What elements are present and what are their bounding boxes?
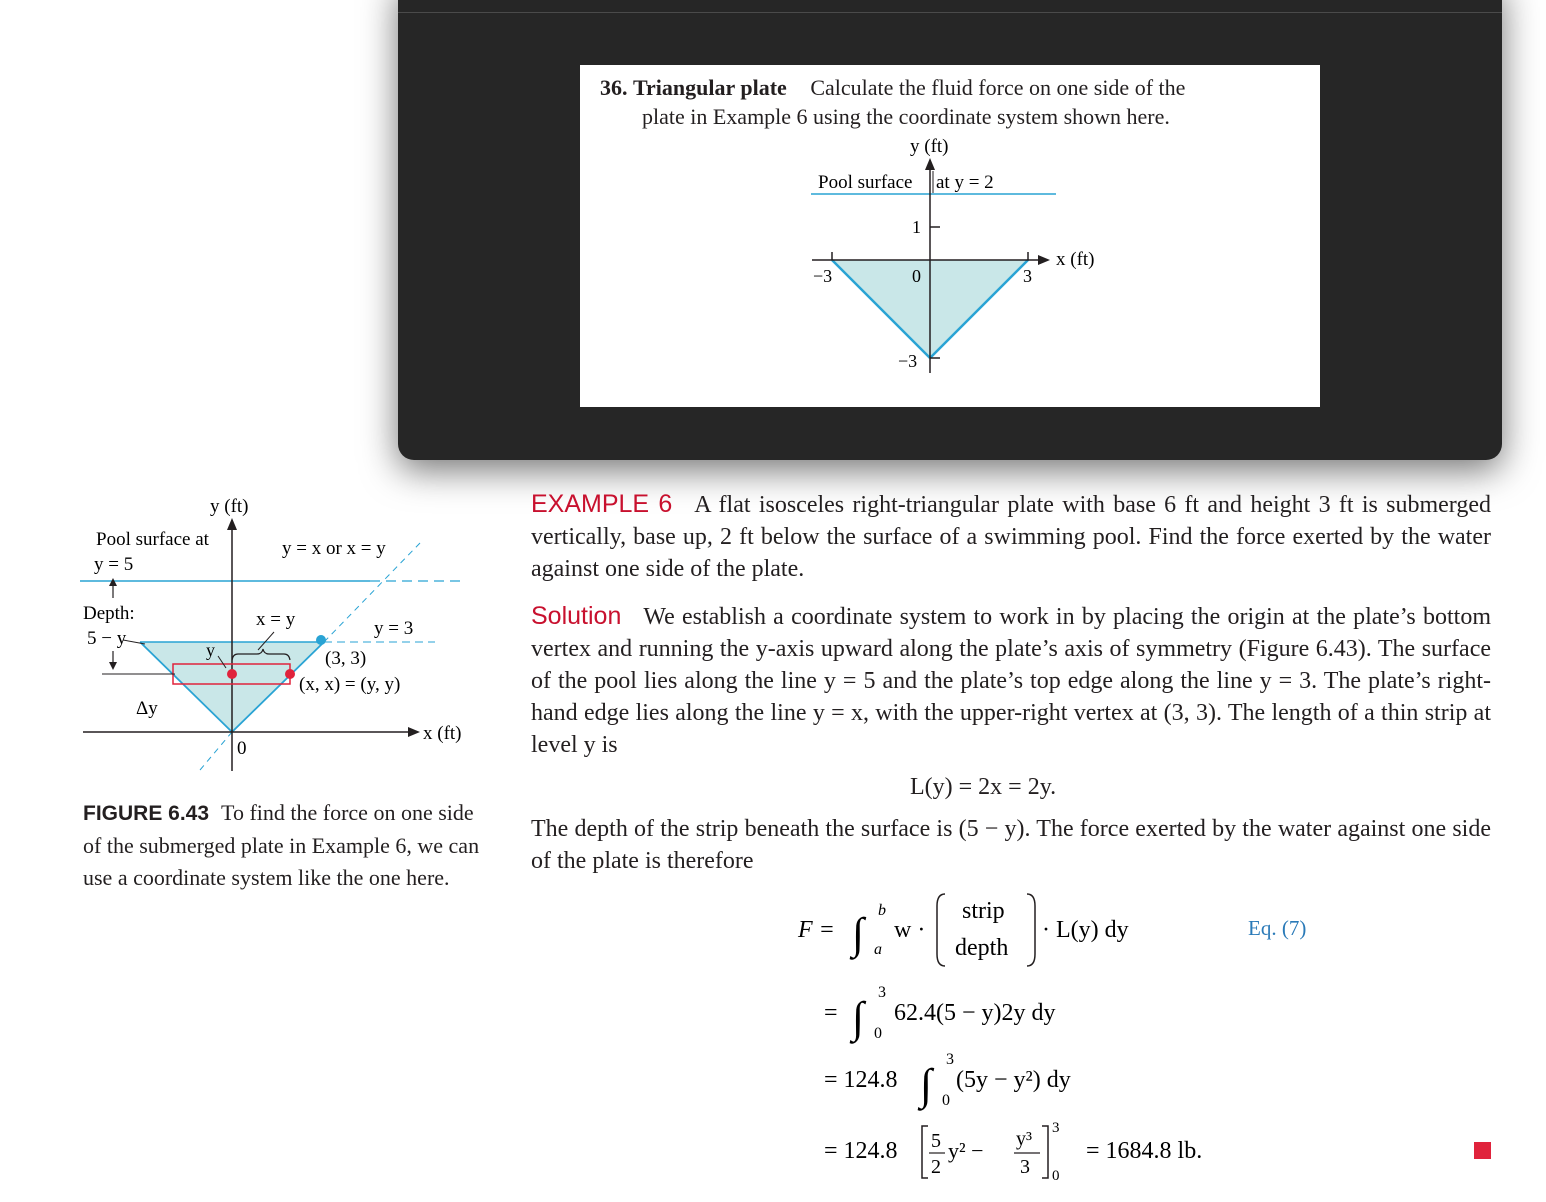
origin-label: 0	[237, 738, 247, 759]
eq1-tail: · L(y) dy	[1042, 917, 1129, 943]
diagonal-dashed-lower	[200, 732, 232, 770]
eq1-integral-sign: ∫	[852, 909, 865, 958]
depth-paragraph: The depth of the strip beneath the surface is (5 − y). The force exerted by the water against one side of the plate is therefore	[531, 816, 1491, 874]
figure-caption-text: To find the force on one side of the submerged plate in Example 6, we can use a coordinate system like the one here.	[83, 800, 480, 890]
eq4-frac2-denominator: 3	[1020, 1156, 1030, 1178]
exercise-surface-label-right: at y = 2	[936, 172, 994, 193]
solution-label: Solution	[531, 602, 622, 630]
exercise-line-2: plate in Example 6 using the coordinate system shown here.	[642, 104, 1170, 129]
force-equations	[790, 890, 1430, 1200]
depth-expression: 5 − y	[87, 628, 127, 649]
surface-label-line1: Pool surface at	[96, 529, 209, 550]
eq1-lower-limit: a	[874, 941, 882, 958]
y3-label: y = 3	[374, 618, 414, 639]
x-axis-arrow	[408, 727, 420, 737]
eq3-lower-limit: 0	[942, 1092, 950, 1109]
eq2-equals: =	[824, 1000, 838, 1026]
length-equation: L(y) = 2x = 2y.	[910, 774, 1057, 800]
solution-paragraph	[531, 600, 1491, 761]
eq4-y-cubed: y³	[1016, 1128, 1032, 1150]
xy-label: x = y	[256, 609, 296, 630]
eq1-w: w ·	[894, 917, 926, 943]
vertex-label: (3, 3)	[325, 648, 367, 669]
eq2-body: 62.4(5 − y)2y dy	[894, 1000, 1056, 1026]
equation-reference: Eq. (7)	[1248, 916, 1307, 940]
strip-right-point	[285, 669, 295, 679]
figure-caption-label: FIGURE 6.43	[83, 802, 210, 825]
eq1-left-paren	[937, 894, 945, 966]
eq4-lower-limit: 0	[1052, 1168, 1060, 1184]
eq1-lhs: F =	[798, 917, 835, 943]
exercise-surface-label-left: Pool surface	[818, 172, 913, 193]
exercise-tick-1-label: 1	[912, 217, 921, 237]
eq1-strip: strip	[962, 898, 1005, 924]
eq4-frac-numerator: 5	[931, 1130, 941, 1152]
exercise-y-axis-label: y (ft)	[910, 136, 949, 157]
eq4-y-squared: y² −	[948, 1138, 984, 1163]
delta-y-label: Δy	[136, 698, 158, 719]
eq1-depth: depth	[955, 935, 1009, 961]
diagonal-label: y = x or x = y	[282, 538, 386, 559]
fig-x-axis-label: x (ft)	[423, 723, 462, 744]
depth-arrow-up-head	[109, 578, 117, 586]
exercise-popup-window	[398, 0, 1502, 460]
exercise-x-axis-label: x (ft)	[1056, 249, 1095, 270]
figure-6-43	[80, 488, 500, 778]
exercise-line-1: Calculate the fluid force on one side of the	[810, 75, 1186, 100]
exercise-tick-neg3-bottom-label: −3	[898, 351, 918, 371]
exercise-title: Triangular plate	[633, 75, 787, 100]
exercise-tick-3-label: 3	[1023, 266, 1032, 286]
strip-y-label: y	[206, 640, 215, 660]
eq4-coefficient: = 124.8	[824, 1138, 898, 1164]
eq3-body: (5y − y²) dy	[956, 1067, 1071, 1093]
example-paragraph	[531, 488, 1491, 585]
exercise-x-axis-arrow	[1038, 255, 1050, 265]
eq4-frac-denominator: 2	[931, 1156, 941, 1178]
figure-caption	[83, 797, 493, 894]
eq4-right-bracket	[1042, 1126, 1048, 1178]
eq2-integral-sign: ∫	[852, 993, 865, 1042]
eq1-upper-limit: b	[878, 902, 886, 919]
eq4-result: = 1684.8 lb.	[1086, 1138, 1203, 1164]
example-text: A flat isosceles right-triangular plate with base 6 ft and height 3 ft is submerged vertically, base up, 2 ft below the surface of a swimming pool. Find the force exerted by the water against one side of the plate.	[531, 492, 1491, 582]
eq3-coefficient: = 124.8	[824, 1067, 898, 1093]
exercise-figure	[580, 65, 1320, 407]
popup-divider	[398, 12, 1502, 13]
eq4-left-bracket	[922, 1126, 928, 1178]
exercise-number: 36.	[600, 75, 628, 100]
eq2-lower-limit: 0	[874, 1025, 882, 1042]
vertex-point	[316, 635, 326, 645]
depth-arrow-down-head	[109, 662, 117, 670]
exercise-tick-0-label: 0	[912, 266, 921, 286]
exercise-y-axis-arrow	[925, 158, 935, 170]
example-label: EXAMPLE 6	[531, 490, 673, 518]
eq3-upper-limit: 3	[946, 1051, 954, 1068]
strip-center-point	[227, 669, 237, 679]
eq3-integral-sign: ∫	[920, 1060, 933, 1109]
depth-label: Depth:	[83, 603, 135, 624]
exercise-36-panel	[580, 65, 1320, 407]
end-of-example-mark	[1474, 1142, 1491, 1159]
exercise-tick-neg3-left-label: −3	[813, 266, 833, 286]
solution-text: We establish a coordinate system to work in by placing the origin at the plate’s bottom vertex and running the y-axis upward along the plate’s axis of symmetry (Figure 6.43). The surface of the pool lies along the line y = 5 and the plate’s top edge along the line y = 3. The plate’s right-hand edge lies along the line y = x, with the upper-right vertex at (3, 3). The length of a thin strip at level y is	[531, 604, 1491, 758]
eq2-upper-limit: 3	[878, 984, 886, 1001]
surface-label-line2: y = 5	[94, 554, 134, 575]
strip-end-label: (x, x) = (y, y)	[299, 674, 401, 695]
eq4-upper-limit: 3	[1052, 1120, 1060, 1136]
eq1-right-paren	[1027, 894, 1035, 966]
fig-y-axis-label: y (ft)	[210, 496, 249, 517]
y-axis-arrow	[227, 518, 237, 530]
